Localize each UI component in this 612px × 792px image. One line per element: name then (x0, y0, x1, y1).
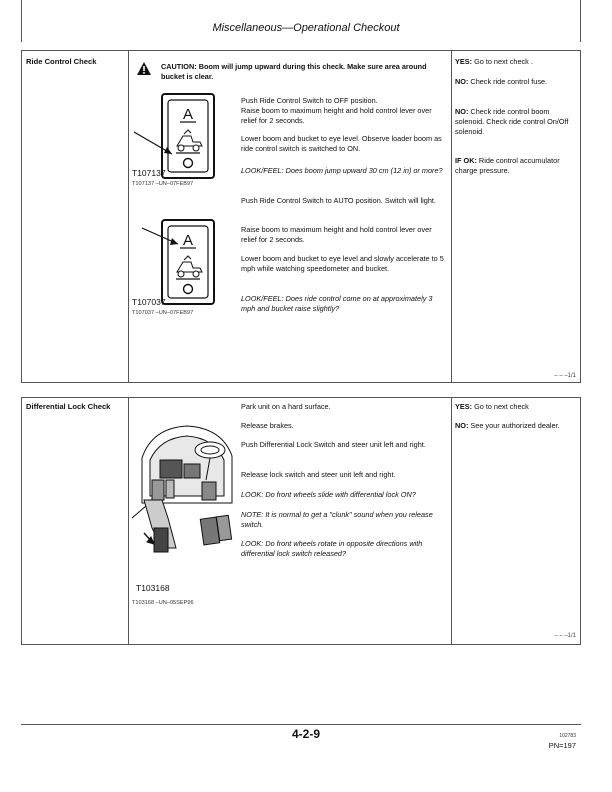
section1-right-border (580, 50, 581, 382)
ride-step-4: Push Ride Control Switch to AUTO position. Switch will light. (241, 196, 436, 205)
section2-top-border (21, 397, 581, 398)
section2-right-border (580, 397, 581, 644)
ride-step-5: Raise boom to maximum height and hold control lever over relief for 2 seconds. (241, 225, 432, 244)
section2-end-mark: – – –1/1 (554, 633, 576, 639)
section1-top-border (21, 50, 581, 51)
section1-end-mark: – – –1/1 (554, 373, 576, 379)
figure2-pointer-arrow (140, 226, 190, 256)
svg-text:A: A (182, 106, 194, 123)
ride-result-4: IF OK: Ride control accumulator charge pressure. (455, 156, 560, 175)
diff-step-2: Release brakes. (241, 421, 294, 430)
cab-interior-illustration (132, 408, 236, 558)
diff-step-6: NOTE: It is normal to get a "clunk" sound when you release switch. (241, 510, 433, 529)
figure3-caption: T103168 –UN–05SEP96 (132, 600, 194, 606)
section2-col-divider-1 (128, 397, 129, 644)
ride-result-3: NO: Check ride control boom solenoid. Check ride control On/Off solenoid. (455, 107, 569, 136)
warning-icon (137, 62, 151, 75)
figure1-label: T107137 (132, 168, 166, 178)
figure1-caption: T107137 –UN–07FEB97 (132, 181, 194, 187)
top-left-rule (21, 0, 22, 42)
pn-label: PN=197 (548, 741, 576, 750)
page-number: 4-2-9 (291, 727, 320, 741)
diff-step-4: Release lock switch and steer unit left and right. (241, 470, 396, 479)
section2-bottom-border (21, 644, 581, 645)
diff-step-1: Park unit on a hard surface. (241, 402, 331, 411)
caution-text: CAUTION: Boom will jump upward during this check. Make sure area around bucket is clear. (161, 62, 427, 81)
section1-col-divider-1 (128, 50, 129, 382)
section2-col-divider-2 (451, 397, 452, 644)
section1-bottom-border (21, 382, 581, 383)
section2-left-border (21, 397, 22, 644)
section2-title: Differential Lock Check (26, 402, 111, 411)
page-header: Miscellaneous—Operational Checkout (212, 22, 400, 34)
diff-result-2: NO: See your authorized dealer. (455, 421, 560, 430)
ride-step-3: LOOK/FEEL: Does boom jump upward 30 cm (12 in) or more? (241, 166, 443, 175)
section1-col-divider-2 (451, 50, 452, 382)
top-right-rule (580, 0, 581, 42)
ride-step-7: LOOK/FEEL: Does ride control come on at approximately 3 mph and bucket raise slightly? (241, 294, 433, 313)
ride-step-2: Lower boom and bucket to eye level. Observe loader boom as ride control switch is switched to ON. (241, 134, 442, 153)
doc-code: 102783 (559, 733, 576, 739)
ride-step-6: Lower boom and bucket to eye level and slowly accelerate to 5 mph while watching speedometer and bucket. (241, 254, 444, 273)
ride-result-1: YES: Go to next check . (455, 57, 533, 66)
svg-text:A: A (182, 232, 194, 249)
diff-result-1: YES: Go to next check (455, 402, 529, 411)
section1-left-border (21, 50, 22, 382)
ride-step-1: Push Ride Control Switch to OFF position. Raise boom to maximum height and hold control lever over relief for 2 seconds. (241, 96, 432, 125)
diff-step-7: LOOK: Do front wheels rotate in opposite directions with differential lock switch released? (241, 539, 423, 558)
figure3-label: T103168 (136, 583, 170, 593)
ride-result-2: NO: Check ride control fuse. (455, 77, 548, 86)
diff-step-3: Push Differential Lock Switch and steer unit left and right. (241, 440, 426, 449)
footer-rule (21, 724, 581, 725)
figure2-label: T107037 (132, 297, 166, 307)
section1-title: Ride Control Check (26, 57, 97, 66)
diff-step-5: LOOK: Do front wheels slide with differential lock ON? (241, 490, 416, 499)
figure2-caption: T107037 –UN–07FEB97 (132, 310, 194, 316)
figure1-pointer-arrow (132, 130, 182, 160)
